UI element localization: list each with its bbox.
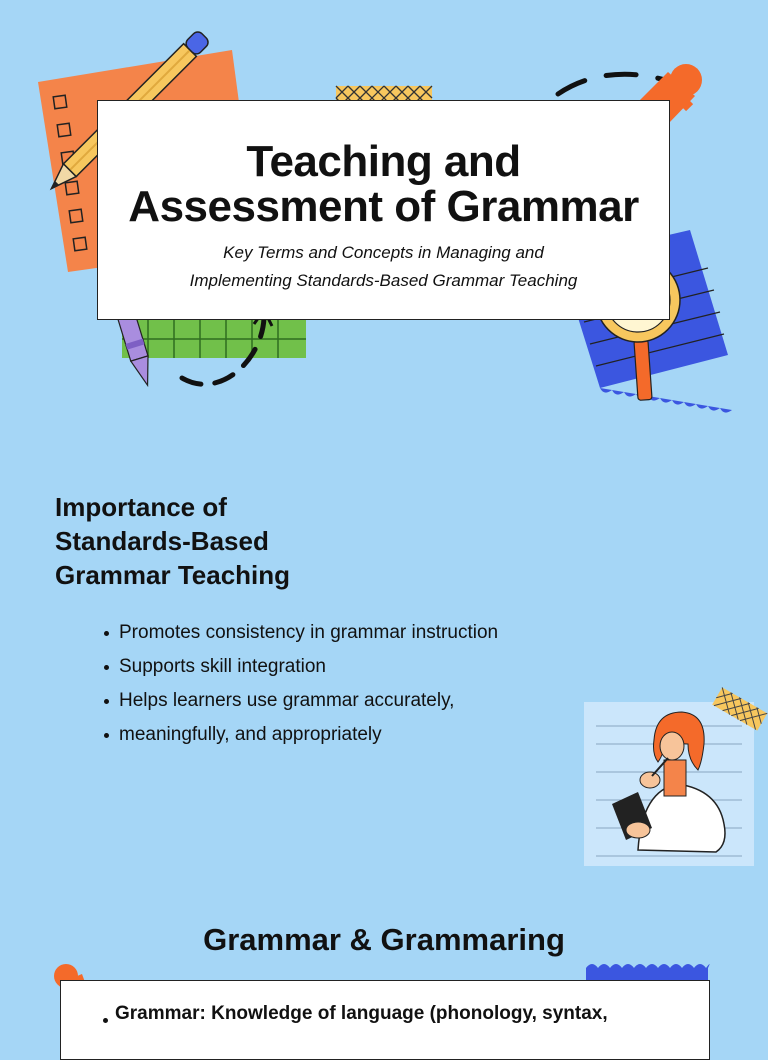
list-item: Supports skill integration (104, 650, 498, 684)
page-subtitle (98, 239, 669, 295)
title-line-1: Teaching and (246, 137, 521, 186)
importance-heading-line-3: Grammar Teaching (55, 560, 291, 590)
title-line-2: Assessment of Grammar (128, 182, 639, 231)
importance-heading-line-2: Standards-Based (55, 526, 269, 556)
hero-card (97, 100, 670, 320)
subtitle-line-2: Implementing Standards-Based Grammar Teaching (189, 271, 578, 290)
grammaring-heading: Grammar & Grammaring (203, 922, 565, 957)
list-item: Grammar: Knowledge of language (phonology, syntax, (115, 1003, 608, 1024)
subtitle-line-1: Key Terms and Concepts in Managing and (223, 243, 544, 262)
page-title (98, 139, 669, 229)
importance-heading-line-1: Importance of (55, 492, 227, 522)
grammaring-card (60, 980, 710, 1060)
list-item: Helps learners use grammar accurately, (104, 684, 498, 718)
teacher-illustration (568, 680, 768, 870)
importance-heading (55, 490, 290, 592)
list-item: Promotes consistency in grammar instruction (104, 616, 498, 650)
grid-icon (122, 320, 306, 358)
importance-list (104, 616, 498, 752)
list-item-continuation: meaningfully, and appropriately (104, 718, 498, 752)
